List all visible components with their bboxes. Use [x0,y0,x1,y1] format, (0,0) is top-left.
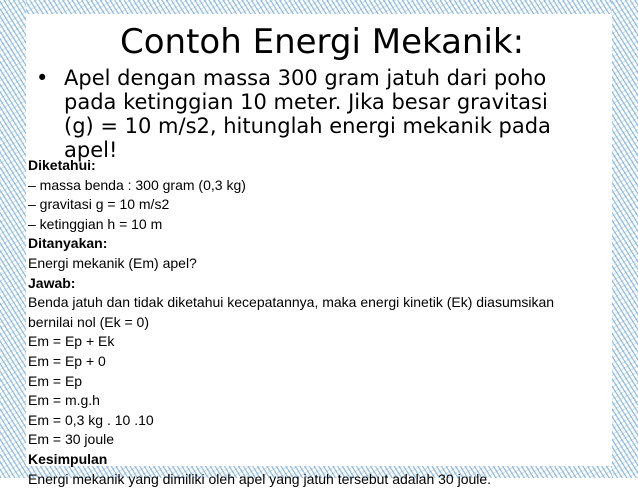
section-heading: Ditanyakan: [28,234,608,254]
solution-line: bernilai nol (Ek = 0) [28,313,608,333]
solution-line: Em = Ep + Ek [28,332,608,352]
solution-line: – gravitasi g = 10 m/s2 [28,195,608,215]
border-top-decoration [0,0,638,14]
solution-line: Em = m.g.h [28,391,608,411]
solution-line: Em = Ep + 0 [28,352,608,372]
section-heading: Jawab: [28,274,608,294]
solution-line: – massa benda : 300 gram (0,3 kg) [28,176,608,196]
slide-content [26,14,612,466]
solution-text [28,156,608,489]
solution-line: Energi mekanik (Em) apel? [28,254,608,274]
bullet-text: Apel dengan massa 300 gram jatuh dari poho pada ketinggian 10 meter. Jika besar gravitasi (g) = 10 m/s2, hitunglah energi mekanik pada apel! [64,66,576,162]
border-left-decoration [0,0,26,478]
solution-line: – ketinggian h = 10 m [28,215,608,235]
section-heading: Diketahui: [28,156,608,176]
bullet-question [36,66,576,162]
solution-line: Benda jatuh dan tidak diketahui kecepatannya, maka energi kinetik (Ek) diasumsikan [28,293,608,313]
border-right-decoration [612,0,638,478]
bullet-dot-icon: • [36,66,48,90]
section-heading: Kesimpulan [28,450,608,470]
solution-line: Energi mekanik yang dimiliki oleh apel yang jatuh tersebut adalah 30 joule. [28,470,608,489]
solution-line: Em = Ep [28,372,608,392]
solution-line: Em = 0,3 kg . 10 .10 [28,411,608,431]
solution-line: Em = 30 joule [28,430,608,450]
slide-title: Contoh Energi Mekanik: [120,22,524,62]
